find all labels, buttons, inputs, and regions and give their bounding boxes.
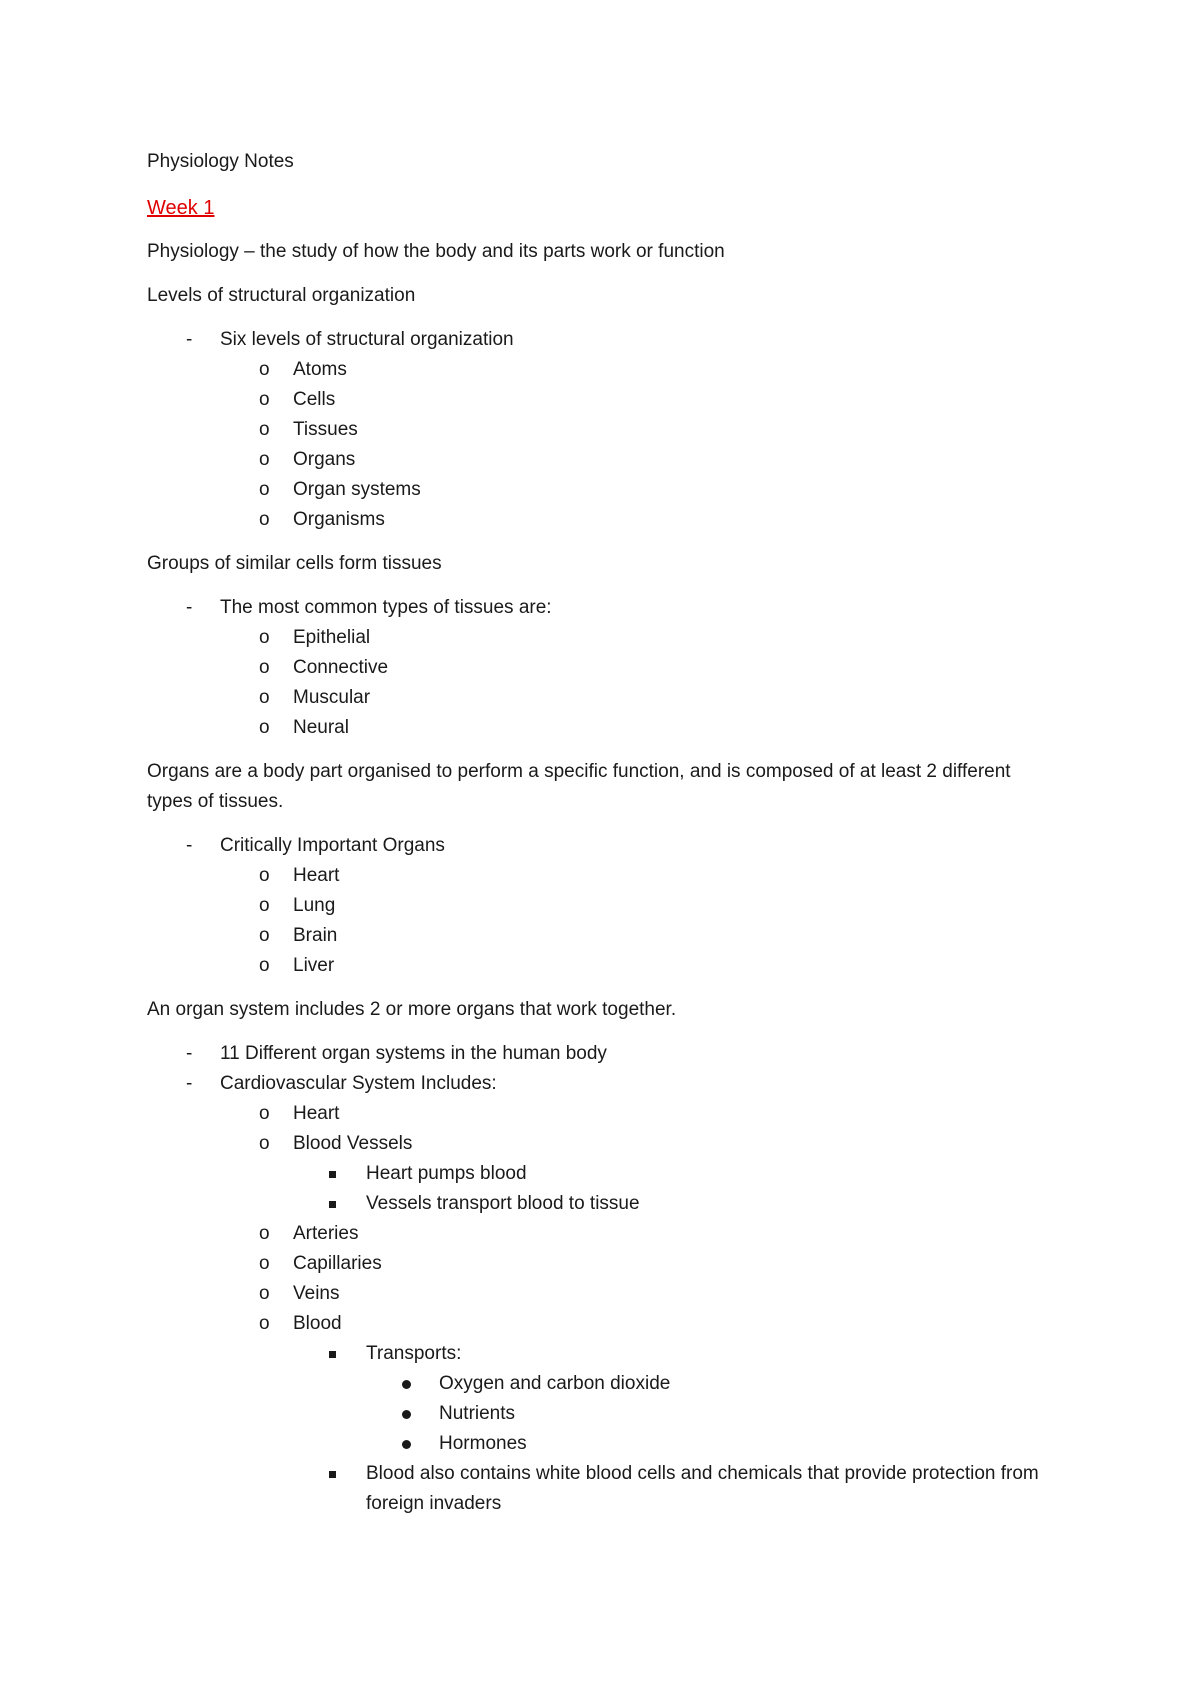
- levels-sublist: [220, 355, 1060, 535]
- list-item: [220, 713, 1060, 743]
- list-item: [220, 505, 1060, 535]
- dash-bullet: -: [186, 329, 193, 350]
- list-item: [220, 1309, 1060, 1519]
- level-item: Organs: [293, 449, 356, 470]
- dot-bullet: [402, 1380, 411, 1389]
- organ-item: Lung: [293, 895, 336, 916]
- cardio-item: Veins: [293, 1283, 340, 1304]
- cardio-item: Blood Vessels: [293, 1133, 413, 1154]
- blood-transports: Transports:: [366, 1343, 462, 1364]
- vessels-sublist: [293, 1159, 1060, 1219]
- list-item: [220, 385, 1060, 415]
- organ-item: Brain: [293, 925, 338, 946]
- list-item: [293, 1339, 1060, 1459]
- list-item: [220, 445, 1060, 475]
- circle-bullet: o: [259, 449, 270, 470]
- dot-bullet: [402, 1410, 411, 1419]
- level-item: Organ systems: [293, 479, 421, 500]
- levels-intro: Six levels of structural organization: [220, 329, 514, 350]
- physiology-definition: Physiology – the study of how the body and its parts work or function: [147, 241, 725, 262]
- list-item: [220, 1249, 1060, 1279]
- systems-list: [147, 1039, 1060, 1519]
- circle-bullet: o: [259, 687, 270, 708]
- circle-bullet: o: [259, 1223, 270, 1244]
- cardio-intro: Cardiovascular System Includes:: [220, 1073, 497, 1094]
- list-item: [220, 475, 1060, 505]
- tissue-item: Muscular: [293, 687, 371, 708]
- cardio-item: Arteries: [293, 1223, 359, 1244]
- vessels-detail: Vessels transport blood to tissue: [366, 1193, 640, 1214]
- transport-item: Hormones: [439, 1433, 527, 1454]
- circle-bullet: o: [259, 1103, 270, 1124]
- dash-bullet: -: [186, 1043, 193, 1064]
- square-bullet: [329, 1201, 336, 1208]
- tissues-heading: Groups of similar cells form tissues: [147, 553, 442, 574]
- list-item: [293, 1189, 1060, 1219]
- transport-item: Oxygen and carbon dioxide: [439, 1373, 671, 1394]
- cardio-sublist: [220, 1099, 1060, 1519]
- dot-bullet: [402, 1440, 411, 1449]
- dash-bullet: -: [186, 597, 193, 618]
- list-item: [220, 861, 1060, 891]
- levels-list: [147, 325, 1060, 535]
- circle-bullet: o: [259, 1253, 270, 1274]
- cardio-item: Heart: [293, 1103, 340, 1124]
- level-item: Atoms: [293, 359, 347, 380]
- list-item: [293, 1459, 1060, 1519]
- list-item: [293, 1159, 1060, 1189]
- list-item: [220, 623, 1060, 653]
- list-item: [147, 1039, 1060, 1069]
- list-item: [147, 593, 1060, 743]
- circle-bullet: o: [259, 717, 270, 738]
- cardio-item: Capillaries: [293, 1253, 382, 1274]
- systems-count: 11 Different organ systems in the human body: [220, 1043, 607, 1064]
- list-item: [220, 1129, 1060, 1219]
- cardio-item: Blood: [293, 1313, 342, 1334]
- transport-item: Nutrients: [439, 1403, 516, 1424]
- list-item: [220, 653, 1060, 683]
- circle-bullet: o: [259, 657, 270, 678]
- tissue-item: Connective: [293, 657, 389, 678]
- circle-bullet: o: [259, 1313, 270, 1334]
- organs-intro: Critically Important Organs: [220, 835, 445, 856]
- tissues-sublist: [220, 623, 1060, 743]
- circle-bullet: o: [259, 1283, 270, 1304]
- vessels-detail: Heart pumps blood: [366, 1163, 527, 1184]
- circle-bullet: o: [259, 359, 270, 380]
- list-item: [147, 325, 1060, 535]
- circle-bullet: o: [259, 479, 270, 500]
- circle-bullet: o: [259, 895, 270, 916]
- square-bullet: [329, 1171, 336, 1178]
- level-item: Cells: [293, 389, 336, 410]
- list-item: [220, 921, 1060, 951]
- list-item: [220, 683, 1060, 713]
- tissues-intro: The most common types of tissues are:: [220, 597, 552, 618]
- list-item: [220, 1219, 1060, 1249]
- list-item: [366, 1429, 1060, 1459]
- week-heading: Week 1: [147, 197, 215, 219]
- level-item: Organisms: [293, 509, 385, 530]
- systems-heading: An organ system includes 2 or more organs that work together.: [147, 999, 677, 1020]
- list-item: [220, 891, 1060, 921]
- circle-bullet: o: [259, 627, 270, 648]
- circle-bullet: o: [259, 1133, 270, 1154]
- square-bullet: [329, 1471, 336, 1478]
- dash-bullet: -: [186, 1073, 193, 1094]
- circle-bullet: o: [259, 865, 270, 886]
- list-item: [220, 1099, 1060, 1129]
- organs-sublist: [220, 861, 1060, 981]
- transports-sublist: [366, 1369, 1060, 1459]
- circle-bullet: o: [259, 389, 270, 410]
- list-item: [220, 1279, 1060, 1309]
- list-item: [220, 415, 1060, 445]
- circle-bullet: o: [259, 509, 270, 530]
- blood-note: Blood also contains white blood cells and chemicals that provide protection from foreign invaders: [366, 1463, 1039, 1514]
- list-item: [366, 1369, 1060, 1399]
- list-item: [147, 1069, 1060, 1519]
- level-item: Tissues: [293, 419, 358, 440]
- document-title: Physiology Notes: [147, 151, 294, 172]
- circle-bullet: o: [259, 419, 270, 440]
- list-item: [220, 355, 1060, 385]
- tissues-list: [147, 593, 1060, 743]
- organs-heading: Organs are a body part organised to perform a specific function, and is composed of at least 2 different types of tissues.: [147, 761, 1011, 812]
- blood-sublist: [293, 1339, 1060, 1519]
- circle-bullet: o: [259, 925, 270, 946]
- levels-heading: Levels of structural organization: [147, 285, 416, 306]
- circle-bullet: o: [259, 955, 270, 976]
- organ-item: Heart: [293, 865, 340, 886]
- list-item: [220, 951, 1060, 981]
- list-item: [366, 1399, 1060, 1429]
- tissue-item: Neural: [293, 717, 349, 738]
- tissue-item: Epithelial: [293, 627, 371, 648]
- organ-item: Liver: [293, 955, 335, 976]
- list-item: [147, 831, 1060, 981]
- square-bullet: [329, 1351, 336, 1358]
- organs-list: [147, 831, 1060, 981]
- dash-bullet: -: [186, 835, 193, 856]
